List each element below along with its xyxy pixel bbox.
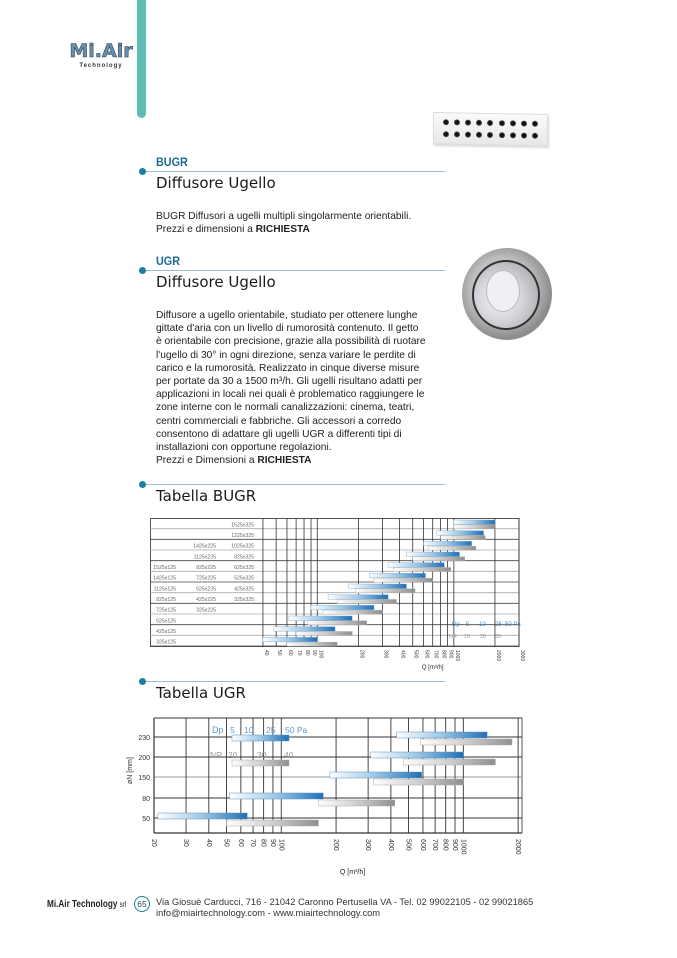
svg-text:600: 600: [418, 839, 426, 851]
text-line: carico e la rumorosità. Realizzato in cinque diverse misure: [156, 362, 420, 374]
svg-text:425x225: 425x225: [196, 597, 216, 603]
text-line: centri commerciali e fabbriche. Gli accessori a corredo: [156, 415, 402, 427]
svg-text:1000: 1000: [453, 650, 460, 662]
svg-text:30: 30: [257, 750, 267, 760]
svg-text:15: 15: [464, 634, 471, 640]
svg-text:900: 900: [451, 839, 459, 851]
bugr-performance-chart: [150, 516, 530, 676]
svg-text:525x225: 525x225: [196, 586, 216, 593]
bugr-product-photo: [433, 112, 548, 146]
svg-text:70: 70: [249, 839, 257, 847]
section-divider: [140, 681, 445, 682]
section-title: Tabella BUGR: [156, 487, 257, 505]
section-ugr-header: [140, 254, 445, 294]
svg-text:230: 230: [138, 735, 150, 742]
svg-text:20: 20: [150, 839, 157, 847]
section-code: BUGR: [156, 155, 188, 169]
svg-text:2000: 2000: [494, 650, 501, 662]
svg-text:80: 80: [259, 839, 267, 847]
ugr-performance-chart: [120, 712, 540, 882]
text-line: installazioni con opportune regolazioni.: [156, 442, 332, 454]
svg-text:50: 50: [222, 839, 230, 847]
svg-text:Dp: Dp: [452, 622, 460, 628]
svg-text:1125x125: 1125x125: [153, 586, 176, 593]
svg-text:500: 500: [412, 650, 419, 659]
svg-text:700: 700: [432, 650, 439, 659]
svg-text:325x225: 325x225: [196, 607, 216, 614]
section-bugr-header: [140, 155, 445, 195]
svg-text:1225x325: 1225x325: [231, 533, 254, 539]
svg-text:150: 150: [138, 775, 150, 782]
svg-text:3000: 3000: [519, 650, 525, 662]
price-on-request: RICHIESTA: [255, 224, 310, 236]
ugr-chart-svg: [120, 712, 540, 882]
text-line: consentono di adattare gli ugelli UGR a differenti tipi di: [156, 428, 402, 440]
text-line: per portate da 30 a 1500 m³/h. Gli ugelli risultano adatti per: [156, 376, 423, 388]
logo-sub-text: Technology: [79, 63, 123, 69]
svg-text:20: 20: [480, 634, 487, 640]
text-line: applicazioni in locali nei quali è problematico raggiungere le: [156, 389, 425, 401]
svg-text:1425x225: 1425x225: [193, 543, 216, 550]
svg-text:100: 100: [277, 839, 285, 851]
svg-text:800: 800: [441, 839, 449, 851]
svg-text:40: 40: [204, 839, 212, 847]
section-divider: [140, 270, 445, 271]
svg-text:40: 40: [262, 650, 269, 656]
svg-text:825x325: 825x325: [234, 554, 254, 561]
svg-text:NR: NR: [210, 750, 223, 760]
svg-text:200: 200: [332, 839, 340, 851]
svg-text:325x325: 325x325: [234, 597, 254, 603]
svg-text:2000: 2000: [514, 839, 522, 855]
svg-text:400: 400: [386, 839, 394, 851]
section-tabella-ugr-header: [140, 676, 445, 706]
svg-text:60: 60: [286, 650, 293, 656]
svg-text:øN [mm]: øN [mm]: [127, 757, 134, 784]
svg-text:90: 90: [268, 839, 276, 847]
svg-text:800: 800: [440, 650, 447, 659]
bugr-description: [156, 210, 446, 236]
svg-text:70: 70: [296, 650, 303, 656]
svg-text:725x125: 725x125: [156, 607, 176, 614]
svg-text:50 Pa: 50 Pa: [505, 622, 521, 628]
contacts-line: info@miairtechnology.com - www.miairtechnology.com: [156, 908, 381, 918]
svg-text:40: 40: [284, 750, 294, 760]
svg-text:325x125: 325x125: [156, 639, 176, 646]
company-logo: [66, 40, 136, 69]
svg-text:Dp: Dp: [212, 725, 224, 735]
section-tabella-bugr-header: [140, 479, 445, 509]
address-line: Via Giosuè Carducci, 716 - 21042 Caronno Pertusella VA - Tel. 02 99022105 - 02 99021865: [156, 897, 534, 907]
svg-text:600: 600: [423, 650, 430, 659]
svg-text:300: 300: [364, 839, 372, 851]
text-line: gittate d'aria con un livello di rumorosità contenuto. Il getto: [156, 323, 419, 335]
svg-text:925x125: 925x125: [156, 597, 176, 603]
bugr-chart-svg: [150, 516, 530, 676]
svg-text:100: 100: [317, 650, 324, 659]
svg-text:300: 300: [382, 650, 389, 659]
text-line: zone interne con le normali canalizzazioni: cinema, teatri,: [156, 402, 415, 414]
svg-text:10: 10: [244, 725, 254, 735]
bullet-dot-icon: [139, 481, 146, 488]
svg-text:90: 90: [311, 650, 318, 656]
footer-brand: Mi.Air Technology srl: [47, 898, 127, 910]
svg-text:1125x225: 1125x225: [193, 554, 216, 561]
svg-text:Q [m³/h]: Q [m³/h]: [339, 869, 366, 876]
section-title: Tabella UGR: [156, 684, 246, 702]
svg-text:Q [m³/h]: Q [m³/h]: [421, 665, 444, 671]
svg-text:10: 10: [479, 622, 486, 628]
ugr-product-photo: [462, 248, 552, 340]
svg-text:1000: 1000: [459, 839, 467, 855]
bullet-dot-icon: [139, 267, 146, 274]
svg-text:200: 200: [358, 650, 365, 659]
section-divider: [140, 171, 445, 172]
page-number: 65: [134, 896, 150, 912]
svg-text:525x125: 525x125: [156, 618, 176, 625]
bullet-dot-icon: [139, 168, 146, 175]
svg-text:200: 200: [138, 755, 150, 762]
text-line: è orientabile con precisione, grazie alla possibilità di ruotare: [156, 336, 426, 348]
svg-text:80: 80: [304, 650, 311, 656]
section-title: Diffusore Ugello: [156, 273, 276, 291]
logo-main-text: Mi.Air: [69, 40, 133, 62]
ugr-description: [156, 309, 446, 467]
svg-text:1525x325: 1525x325: [231, 522, 254, 529]
svg-text:725x225: 725x225: [196, 575, 216, 582]
svg-text:50: 50: [276, 650, 283, 656]
svg-text:525x325: 525x325: [234, 575, 254, 582]
svg-text:25: 25: [495, 622, 502, 628]
svg-text:1525x125: 1525x125: [153, 565, 176, 571]
svg-text:60: 60: [236, 839, 244, 847]
section-code: UGR: [156, 254, 181, 268]
svg-text:700: 700: [431, 839, 439, 851]
svg-text:1025x325: 1025x325: [231, 543, 254, 550]
svg-text:25: 25: [266, 725, 276, 735]
svg-text:50 Pa: 50 Pa: [285, 725, 308, 735]
bugr-price-line: Prezzi e dimensioni a RICHIESTA: [156, 224, 310, 236]
section-divider: [140, 484, 445, 485]
svg-text:425x325: 425x325: [234, 586, 254, 593]
price-on-request: RICHIESTA: [257, 455, 312, 467]
svg-text:30: 30: [182, 839, 190, 847]
svg-text:925x225: 925x225: [196, 565, 216, 571]
svg-text:NR: NR: [449, 634, 457, 640]
svg-text:30: 30: [495, 634, 502, 640]
svg-text:80: 80: [142, 796, 150, 803]
svg-text:20: 20: [228, 750, 238, 760]
ugr-price-line: Prezzi e Dimensioni a RICHIESTA: [156, 455, 312, 467]
svg-text:425x125: 425x125: [156, 629, 176, 635]
footer-address: [156, 897, 533, 919]
bugr-text: BUGR Diffusori a ugelli multipli singolarmente orientabili.: [156, 211, 412, 222]
section-title: Diffusore Ugello: [156, 174, 276, 192]
svg-text:50: 50: [142, 816, 150, 823]
svg-text:400: 400: [399, 650, 406, 659]
text-line: l'ugello di 30° in ogni direzione, senza variare le perdite di: [156, 349, 416, 361]
text-line: Diffusore a ugello orientabile, studiato per ottenere lunghe: [156, 310, 418, 321]
svg-text:500: 500: [404, 839, 412, 851]
svg-text:5: 5: [466, 622, 470, 628]
accent-bar: [137, 0, 146, 118]
svg-text:900: 900: [447, 650, 454, 659]
svg-text:1425x125: 1425x125: [153, 575, 176, 582]
bullet-dot-icon: [139, 678, 146, 685]
svg-text:625x325: 625x325: [234, 565, 254, 571]
svg-text:5: 5: [230, 725, 235, 735]
